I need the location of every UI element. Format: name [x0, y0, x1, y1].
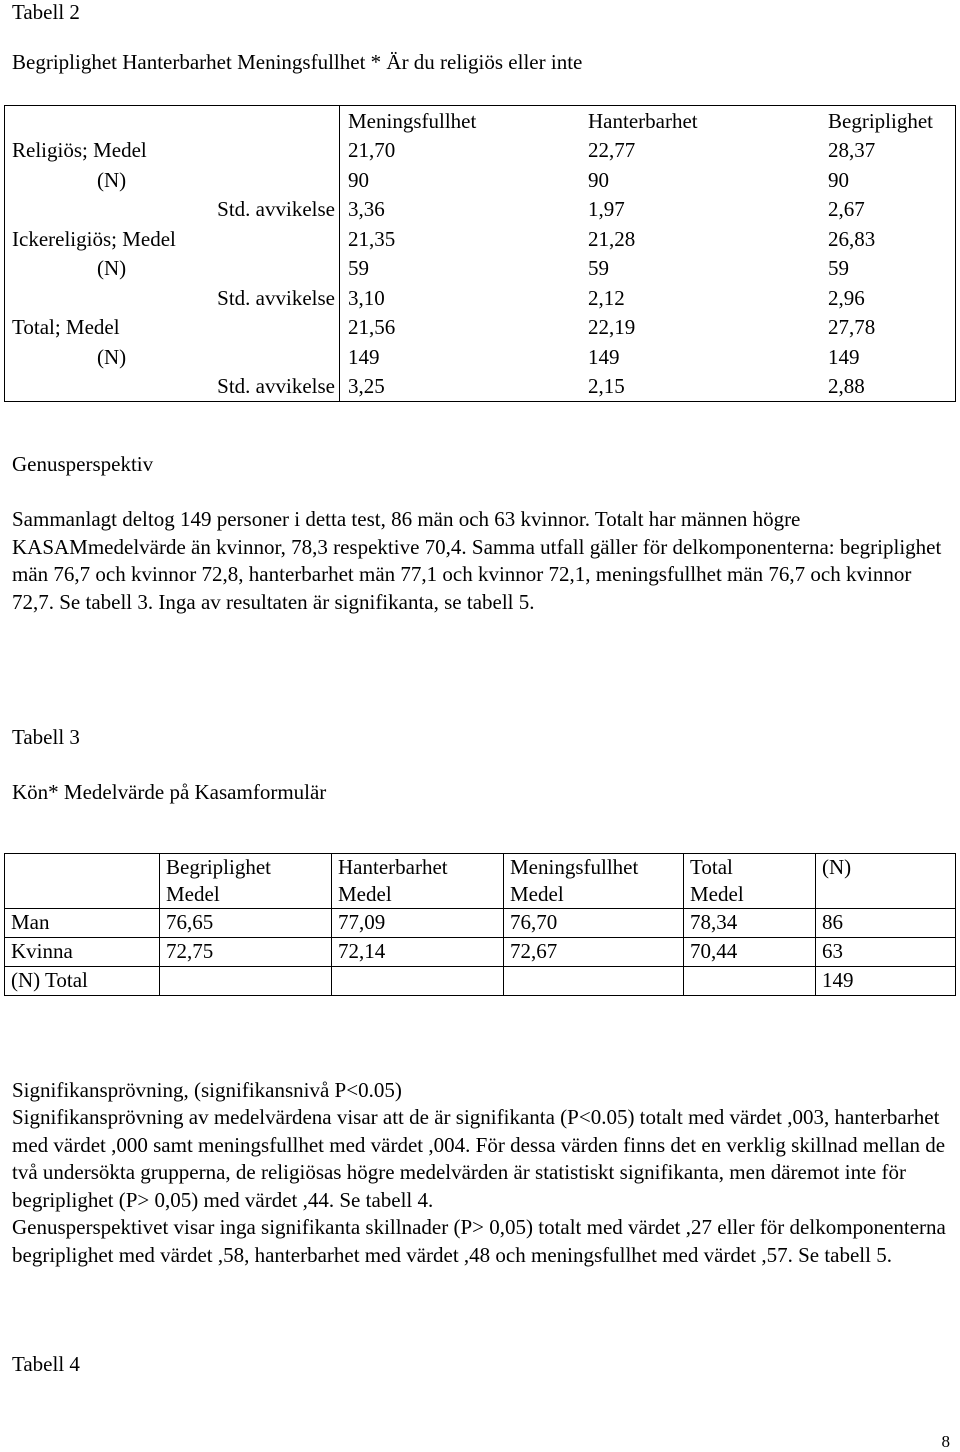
row-label: Man — [5, 909, 160, 938]
row-label: (N) — [5, 342, 340, 372]
section-heading: Genusperspektiv — [12, 452, 154, 476]
cell: 149 — [348, 344, 380, 369]
cell: 76,65 — [160, 909, 332, 938]
row-label: Ickereligiös; Medel — [5, 224, 340, 254]
table2-caption: Tabell 3 — [12, 725, 80, 749]
table1-title: Begriplighet Hanterbarhet Meningsfullhet * Är du religiös eller inte — [12, 50, 583, 74]
cell: 90 — [828, 167, 849, 192]
table-row — [5, 967, 956, 996]
cell: 77,09 — [332, 909, 504, 938]
table1 — [4, 105, 956, 402]
significance-heading: Signifikansprövning, (signifikansnivå P<0.05) — [12, 1078, 402, 1102]
cell: 2,67 — [828, 197, 865, 222]
col-header: Total Medel — [684, 854, 816, 909]
cell — [504, 967, 684, 996]
cell — [684, 967, 816, 996]
row-label: Religiös; Medel — [5, 136, 340, 166]
cell — [160, 967, 332, 996]
col-header: (N) — [816, 854, 956, 909]
col-header: Hanterbarhet — [588, 108, 698, 133]
cell: 22,19 — [588, 315, 636, 340]
table-row — [5, 254, 956, 284]
cell: 21,35 — [348, 226, 396, 251]
section-paragraph: Sammanlagt deltog 149 personer i detta test, 86 män och 63 kvinnor. Totalt har männen högre KASAMmedelvärde än kvinnor, 78,3 respektive 70,4. Samma utfall gäller för delkomponenterna: begriplighet män 76,7 och kvinnor 72,8, hanterbarhet män 77,1 och kvinnor 72,1, meningsfullhet män 76,7 och kvinnor 72,7. Se tabell 3. Inga av resultaten är signifikanta, se tabell 5. — [12, 507, 942, 614]
next-table-caption: Tabell 4 — [12, 1352, 80, 1376]
cell: 2,96 — [828, 285, 865, 310]
cell: 21,28 — [588, 226, 636, 251]
row-label: (N) — [5, 254, 340, 284]
cell: 28,37 — [828, 138, 876, 163]
table1-caption: Tabell 2 — [12, 0, 80, 24]
table2 — [4, 853, 956, 996]
cell: 86 — [816, 909, 956, 938]
cell: 3,36 — [348, 197, 385, 222]
table-corner-cell — [5, 854, 160, 909]
cell: 26,83 — [828, 226, 876, 251]
row-label: Total; Medel — [5, 313, 340, 343]
cell: 76,70 — [504, 909, 684, 938]
cell: 72,67 — [504, 938, 684, 967]
cell: 22,77 — [588, 138, 636, 163]
cell: 149 — [828, 344, 860, 369]
cell: 63 — [816, 938, 956, 967]
table-row — [5, 342, 956, 372]
table-row — [5, 909, 956, 938]
cell: 59 — [348, 256, 369, 281]
table-row — [5, 165, 956, 195]
cell: 59 — [828, 256, 849, 281]
col-header: Hanterbarhet Medel — [332, 854, 504, 909]
col-header: Meningsfullhet Medel — [504, 854, 684, 909]
cell — [332, 967, 504, 996]
table-row — [5, 938, 956, 967]
table-row — [5, 224, 956, 254]
cell: 72,75 — [160, 938, 332, 967]
row-label: Std. avvikelse — [5, 283, 340, 313]
cell: 72,14 — [332, 938, 504, 967]
table-corner-cell — [5, 106, 340, 136]
cell: 21,70 — [348, 138, 396, 163]
row-label: Kvinna — [5, 938, 160, 967]
cell: 59 — [588, 256, 609, 281]
cell: 149 — [588, 344, 620, 369]
cell: 78,34 — [684, 909, 816, 938]
cell: 2,12 — [588, 285, 625, 310]
cell: 3,10 — [348, 285, 385, 310]
col-header: Meningsfullhet — [348, 108, 477, 133]
cell: 2,88 — [828, 374, 865, 399]
cell: 21,56 — [348, 315, 396, 340]
table-row — [5, 313, 956, 343]
cell: 3,25 — [348, 374, 385, 399]
row-label: Std. avvikelse — [5, 372, 340, 402]
table-header-row — [5, 106, 956, 136]
cell: 2,15 — [588, 374, 625, 399]
page-number: 8 — [941, 1432, 950, 1451]
cell: 149 — [816, 967, 956, 996]
row-label: (N) Total — [5, 967, 160, 996]
table-row — [5, 372, 956, 402]
table-row — [5, 136, 956, 166]
col-header: Begriplighet Medel — [160, 854, 332, 909]
table-row — [5, 195, 956, 225]
cell: 90 — [348, 167, 369, 192]
table-row — [5, 283, 956, 313]
cell: 90 — [588, 167, 609, 192]
row-label: (N) — [5, 165, 340, 195]
significance-paragraph-1: Signifikansprövning av medelvärdena visar att de är signifikanta (P<0.05) totalt med värdet ,003, hanterbarhet med värdet ,000 samt meningsfullhet med värdet ,004. För dessa värden finns det en verklig skillnad mellan de två undersökta grupperna, de religiösas högre medelvärden är statistiskt signifikanta, men däremot inte för begriplighet (P> 0,05) med värdet ,44. Se tabell 4. — [12, 1105, 946, 1212]
col-header: Begriplighet — [828, 108, 933, 133]
cell: 27,78 — [828, 315, 876, 340]
row-label: Std. avvikelse — [5, 195, 340, 225]
cell: 1,97 — [588, 197, 625, 222]
significance-paragraph-2: Genusperspektivet visar inga signifikanta skillnader (P> 0,05) totalt med värdet ,27 eller för delkomponenterna begriplighet med värdet ,58, hanterbarhet med värdet ,48 och meningsfullhet med värdet ,57. Se tabell 5. — [12, 1215, 946, 1267]
table2-title: Kön* Medelvärde på Kasamformulär — [12, 780, 327, 804]
table-header-row — [5, 854, 956, 909]
cell: 70,44 — [684, 938, 816, 967]
